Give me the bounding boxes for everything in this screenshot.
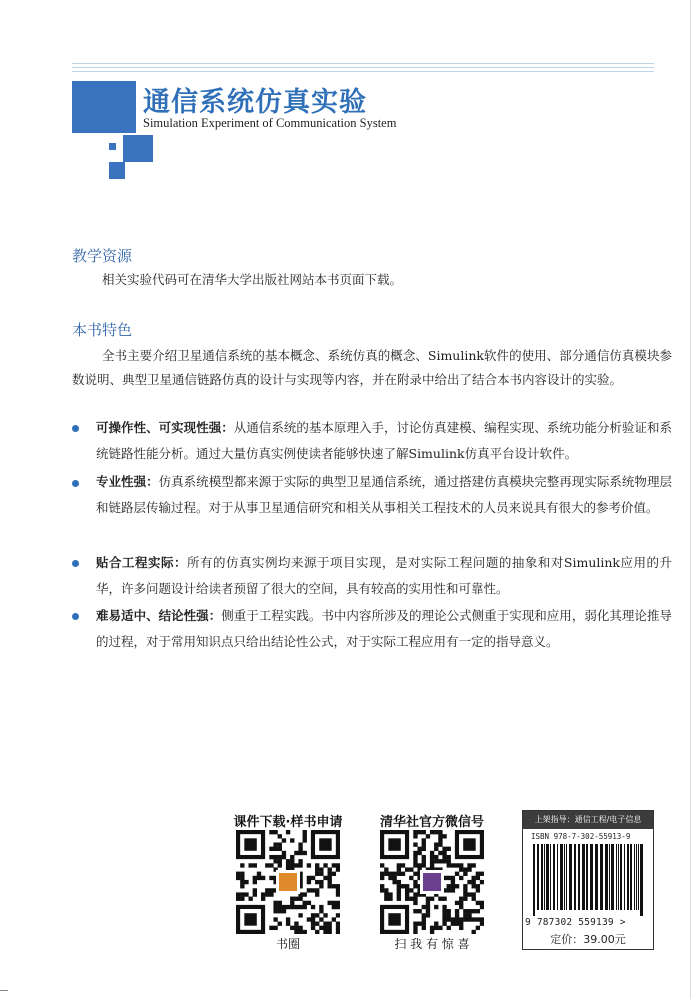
feature-label: 专业性强： — [96, 474, 159, 489]
teaching-heading: 教学资源 — [72, 247, 133, 265]
crop-mark — [690, 0, 691, 999]
bullet-dot — [72, 480, 79, 487]
teaching-text: 相关实验代码可在清华大学出版社网站本书页面下载。 — [102, 272, 403, 287]
features-intro: 全书主要介绍卫星通信系统的基本概念、系统仿真的概念、Simulink软件的使用、部分通信仿真模块参数说明、典型卫星通信链路仿真的设计与实现等内容，并在附录中给出了结合本书内容设计的实验。 — [72, 348, 672, 387]
barcode-digits: 9 787302 559139 > — [525, 917, 626, 928]
bullet-dot — [72, 560, 79, 567]
book-title: 通信系统仿真实验 — [143, 87, 367, 118]
bullet-dot — [72, 425, 79, 432]
feature-item — [96, 415, 672, 467]
feature-item — [96, 469, 672, 521]
deco-square-large — [72, 81, 136, 133]
qr1-caption: 书圈 — [275, 937, 300, 951]
crop-mark — [0, 990, 8, 991]
category-label: 上架指导：通信工程/电子信息 — [523, 811, 653, 829]
barcode-icon — [533, 844, 645, 916]
deco-square-small — [109, 162, 125, 179]
qr2-caption: 扫 我 有 惊 喜 — [394, 937, 470, 951]
qr2-label: 清华社官方微信号 — [379, 815, 484, 830]
deco-square-tiny — [109, 143, 116, 150]
feature-item — [96, 550, 672, 602]
qr1-label: 课件下载·样书申请 — [233, 815, 343, 830]
top-rule-2 — [72, 67, 654, 68]
qr-code-courseware[interactable] — [236, 830, 340, 934]
feature-text: 侧重于工程实践。书中内容所涉及的理论公式侧重于实现和应用，弱化其理论推导的过程，对于常用知识点只给出结论性公式，对于实际工程应用有一定的指导意义。 — [96, 608, 672, 649]
feature-text: 所有的仿真实例均来源于项目实现，是对实际工程问题的抽象和对Simulink应用的升华，许多问题设计给读者预留了很大的空间，具有较高的实用性和可靠性。 — [96, 555, 672, 596]
bullet-dot — [72, 613, 79, 620]
feature-text: 仿真系统模型都来源于实际的典型卫星通信系统，通过搭建仿真模块完整再现实际系统物理层和链路层传输过程。对于从事卫星通信研究和相关从事相关工程技术的人员来说具有很大的参考价值。 — [96, 474, 672, 515]
price-label: 定价：39.00元 — [550, 933, 626, 946]
isbn-barcode-box — [522, 810, 654, 950]
top-rule-1 — [72, 63, 654, 64]
qr-code-wechat[interactable] — [380, 830, 484, 934]
isbn-text: ISBN 978-7-302-55913-9 — [531, 832, 631, 841]
features-heading: 本书特色 — [72, 321, 133, 339]
feature-label: 贴合工程实际： — [96, 555, 187, 570]
book-subtitle: Simulation Experiment of Communication System — [143, 116, 397, 130]
feature-label: 可操作性、可实现性强： — [96, 420, 234, 435]
top-rule-3 — [72, 71, 654, 72]
feature-item — [96, 603, 672, 655]
deco-square-medium — [123, 135, 153, 162]
feature-text: 从通信系统的基本原理入手，讨论仿真建模、编程实现、系统功能分析验证和系统链路性能分析。通过大量仿真实例使读者能够快速了解Simulink仿真平台设计软件。 — [96, 420, 672, 461]
feature-label: 难易适中、结论性强： — [96, 608, 222, 623]
